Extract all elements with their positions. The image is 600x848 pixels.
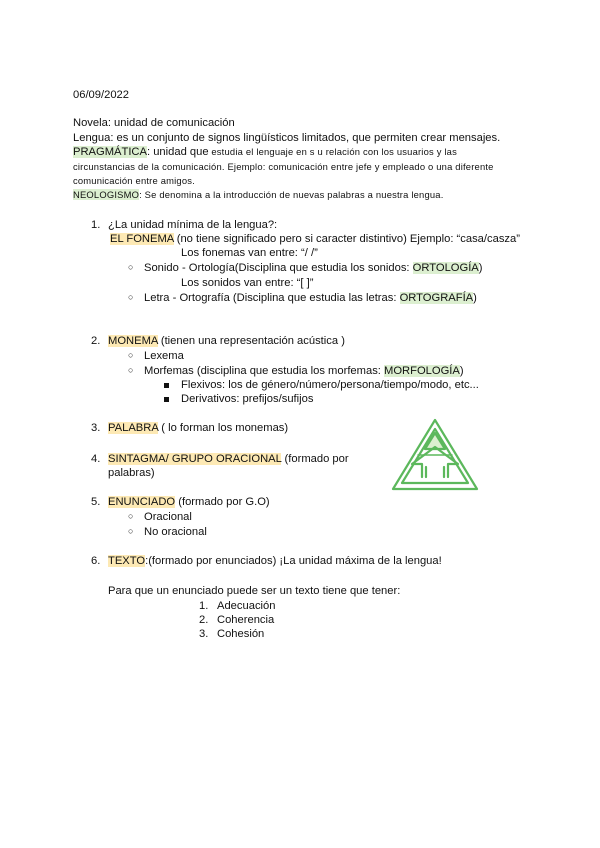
lengua-line: Lengua: es un conjunto de signos lingüísticos limitados, que permiten crear mensajes. (73, 132, 501, 144)
monema-term: MONEMA (108, 335, 158, 347)
fonemas-entre: Los fonemas van entre: “/ /” (181, 247, 318, 259)
date: 06/09/2022 (73, 89, 129, 101)
novela-line: Novela: unidad de comunicación (73, 117, 235, 129)
palabra-term: PALABRA (108, 422, 159, 434)
sonido-close: ) (478, 262, 483, 274)
letra-text: Letra - Ortografía (Disciplina que estudia las letras: (144, 292, 400, 304)
item-1-text: ¿La unidad mínima de la lengua?: (108, 219, 278, 231)
item-6-number: 6. (91, 555, 101, 567)
fonema-term: EL FONEMA (110, 233, 174, 245)
neologismo-line (73, 188, 444, 202)
item-2-text (108, 334, 345, 348)
derivativos: Derivativos: prefijos/sufijos (181, 393, 314, 405)
no-oracional: No oracional (144, 526, 207, 538)
hollow-bullet-icon: ○ (128, 511, 134, 521)
list-item-number: 3. (199, 628, 209, 640)
list-item-number: 2. (199, 614, 209, 626)
palabra-rest: ( lo forman los monemas) (158, 422, 289, 434)
item-2-number: 2. (91, 335, 101, 347)
flexivos: Flexivos: los de género/número/persona/tiempo/modo, etc... (181, 379, 479, 391)
sonido-line (144, 261, 483, 275)
enunciado-rest: (formado por G.O) (175, 496, 270, 508)
sintagma-term: SINTAGMA/ GRUPO ORACIONAL (108, 453, 282, 465)
item-3-number: 3. (91, 422, 101, 434)
triangle-up-arrow-icon (390, 417, 480, 493)
neologismo-term: NEOLOGISMO (73, 189, 140, 200)
texto-para: Para que un enunciado puede ser un texto tiene que tener: (108, 585, 401, 597)
list-item-number: 1. (199, 600, 209, 612)
sonidos-entre: Los sonidos van entre: “[ ]” (181, 277, 314, 289)
item-1-number: 1. (91, 219, 101, 231)
square-bullet-icon (164, 397, 169, 402)
pragmatica-def-a: : unidad que (146, 146, 209, 158)
pragmatica-line (73, 145, 457, 159)
hollow-bullet-icon: ○ (128, 526, 134, 536)
texto-term: TEXTO (108, 555, 146, 567)
item-4-line-2: palabras) (108, 467, 155, 479)
texto-rest: :(formado por enunciados) ¡La unidad máxima de la lengua! (145, 555, 442, 567)
item-3-text (108, 421, 288, 435)
letra-line (144, 291, 477, 305)
ortografia-term: ORTOGRAFÍA (399, 292, 474, 304)
morfemas-line (144, 364, 464, 378)
hollow-bullet-icon: ○ (128, 292, 134, 302)
morfemas-close: ) (459, 365, 464, 377)
sintagma-rest: (formado por (281, 453, 349, 465)
fonema-rest: (no tiene significado pero si caracter distintivo) Ejemplo: “casa/casza” (173, 233, 520, 245)
neologismo-def: : Se denomina a la introducción de nuevas palabras a nuestra lengua. (139, 189, 444, 200)
monema-rest: (tienen una representación acústica ) (157, 335, 345, 347)
item-5-number: 5. (91, 496, 101, 508)
pragmatica-line-3: comunicación entre amigos. (73, 175, 195, 186)
pragmatica-def-b: estudia el lenguaje en s u relación con los usuarios y las (208, 146, 457, 157)
oracional: Oracional (144, 511, 192, 523)
hollow-bullet-icon: ○ (128, 262, 134, 272)
morfemas-text: Morfemas (disciplina que estudia los morfemas: (144, 365, 385, 377)
letra-close: ) (473, 292, 477, 304)
lexema: Lexema (144, 350, 184, 362)
list-item-adecuacion: Adecuación (217, 600, 276, 612)
list-item-cohesion: Cohesión (217, 628, 265, 640)
pragmatica-term: PRAGMÁTICA (73, 146, 147, 158)
item-5-text (108, 495, 270, 509)
square-bullet-icon (164, 383, 169, 388)
hollow-bullet-icon: ○ (128, 350, 134, 360)
list-item-coherencia: Coherencia (217, 614, 275, 626)
ortologia-term: ORTOLOGÍA (412, 262, 479, 274)
hollow-bullet-icon: ○ (128, 365, 134, 375)
item-4-number: 4. (91, 453, 101, 465)
sonido-text: Sonido - Ortología(Disciplina que estudia los sonidos: (144, 262, 413, 274)
pragmatica-line-2: circunstancias de la comunicación. Ejemplo: comunicación entre jefe y empleado o una diferente (73, 161, 494, 172)
item-4-text (108, 452, 349, 466)
enunciado-term: ENUNCIADO (108, 496, 176, 508)
item-6-text (108, 554, 442, 568)
morfologia-term: MORFOLOGÍA (384, 365, 460, 377)
fonema-line (110, 232, 520, 246)
